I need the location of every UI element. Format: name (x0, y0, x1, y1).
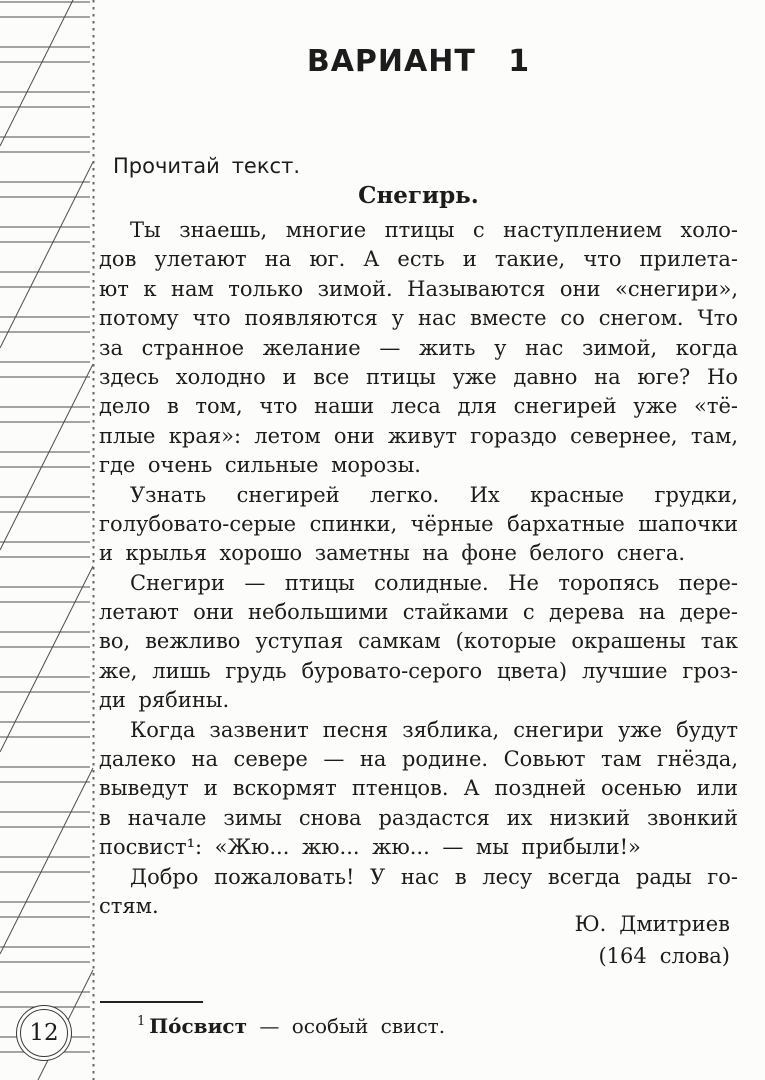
text-line: и крылья хорошо заметны на фоне белого снега. (99, 541, 686, 566)
text-line: здесь холодно и все птицы уже давно на юге? Но (99, 364, 738, 389)
page-title: ВАРИАНТ 1 (306, 44, 531, 79)
story-author: Ю. Дмитриев (574, 912, 730, 936)
text-line: голубовато-серые спинки, чёрные бархатные шапочки (99, 511, 738, 536)
story-attribution (99, 908, 730, 972)
text-line: за странное желание — жить у нас зимой, когда (99, 335, 738, 360)
text-line: во, вежливо уступая самкам (которые окрашены так (99, 629, 738, 654)
text-line: далеко на севере — на родине. Совьют там гнёзда, (99, 747, 738, 772)
story-word-count: (164 слова) (598, 944, 730, 968)
text-line: в начале зимы снова раздастся их низкий звонкий (99, 805, 738, 830)
text-line: выведут и вскормят птенцов. А поздней осенью или (99, 776, 738, 801)
text-line: плые края»: летом они живут гораздо севернее, там, (99, 423, 738, 448)
text-line: ют к нам только зимой. Называются они «снегири», (99, 276, 738, 301)
text-line: потому что появляются у нас вместе со снегом. Что (99, 306, 738, 331)
text-line: посвист¹: «Жю... жю... жю... — мы прибыли!» (99, 835, 641, 860)
footnote-marker: 1 (137, 1014, 146, 1030)
footnote (99, 1014, 738, 1038)
text-line: летают они небольшими стайками с дерева на дере- (99, 600, 738, 625)
page-number: 12 (20, 1009, 68, 1057)
story-text (99, 216, 738, 921)
footnote-definition: — особый свист. (259, 1014, 446, 1038)
text-line: же, лишь грудь буровато-серого цвета) лучшие гроз- (99, 658, 738, 683)
text-line: ди рябины. (99, 688, 230, 713)
text-line: Узнать снегирей легко. Их красные грудки, (130, 482, 738, 507)
text-line: Когда зазвенит песня зяблика, снегири уже будут (130, 717, 738, 742)
text-line: дов улетают на юг. А есть и такие, что прилета- (99, 247, 738, 272)
text-line: Добро пожаловать! У нас в лесу всегда рады го- (130, 864, 738, 889)
text-line: стям. (99, 893, 159, 918)
text-line: дело в том, что наши леса для снегирей уже «тё- (99, 394, 738, 419)
text-line: Снегири — птицы солидные. Не торопясь пере- (130, 570, 738, 595)
story-title: Снегирь. (358, 182, 479, 209)
page-number-badge (16, 1005, 72, 1061)
text-line: где очень сильные морозы. (99, 453, 421, 478)
footnote-term: По́свист (149, 1014, 247, 1038)
task-instruction: Прочитай текст. (113, 154, 300, 178)
footnote-divider (100, 1001, 203, 1003)
text-line: Ты знаешь, многие птицы с наступлением холо- (130, 218, 738, 242)
